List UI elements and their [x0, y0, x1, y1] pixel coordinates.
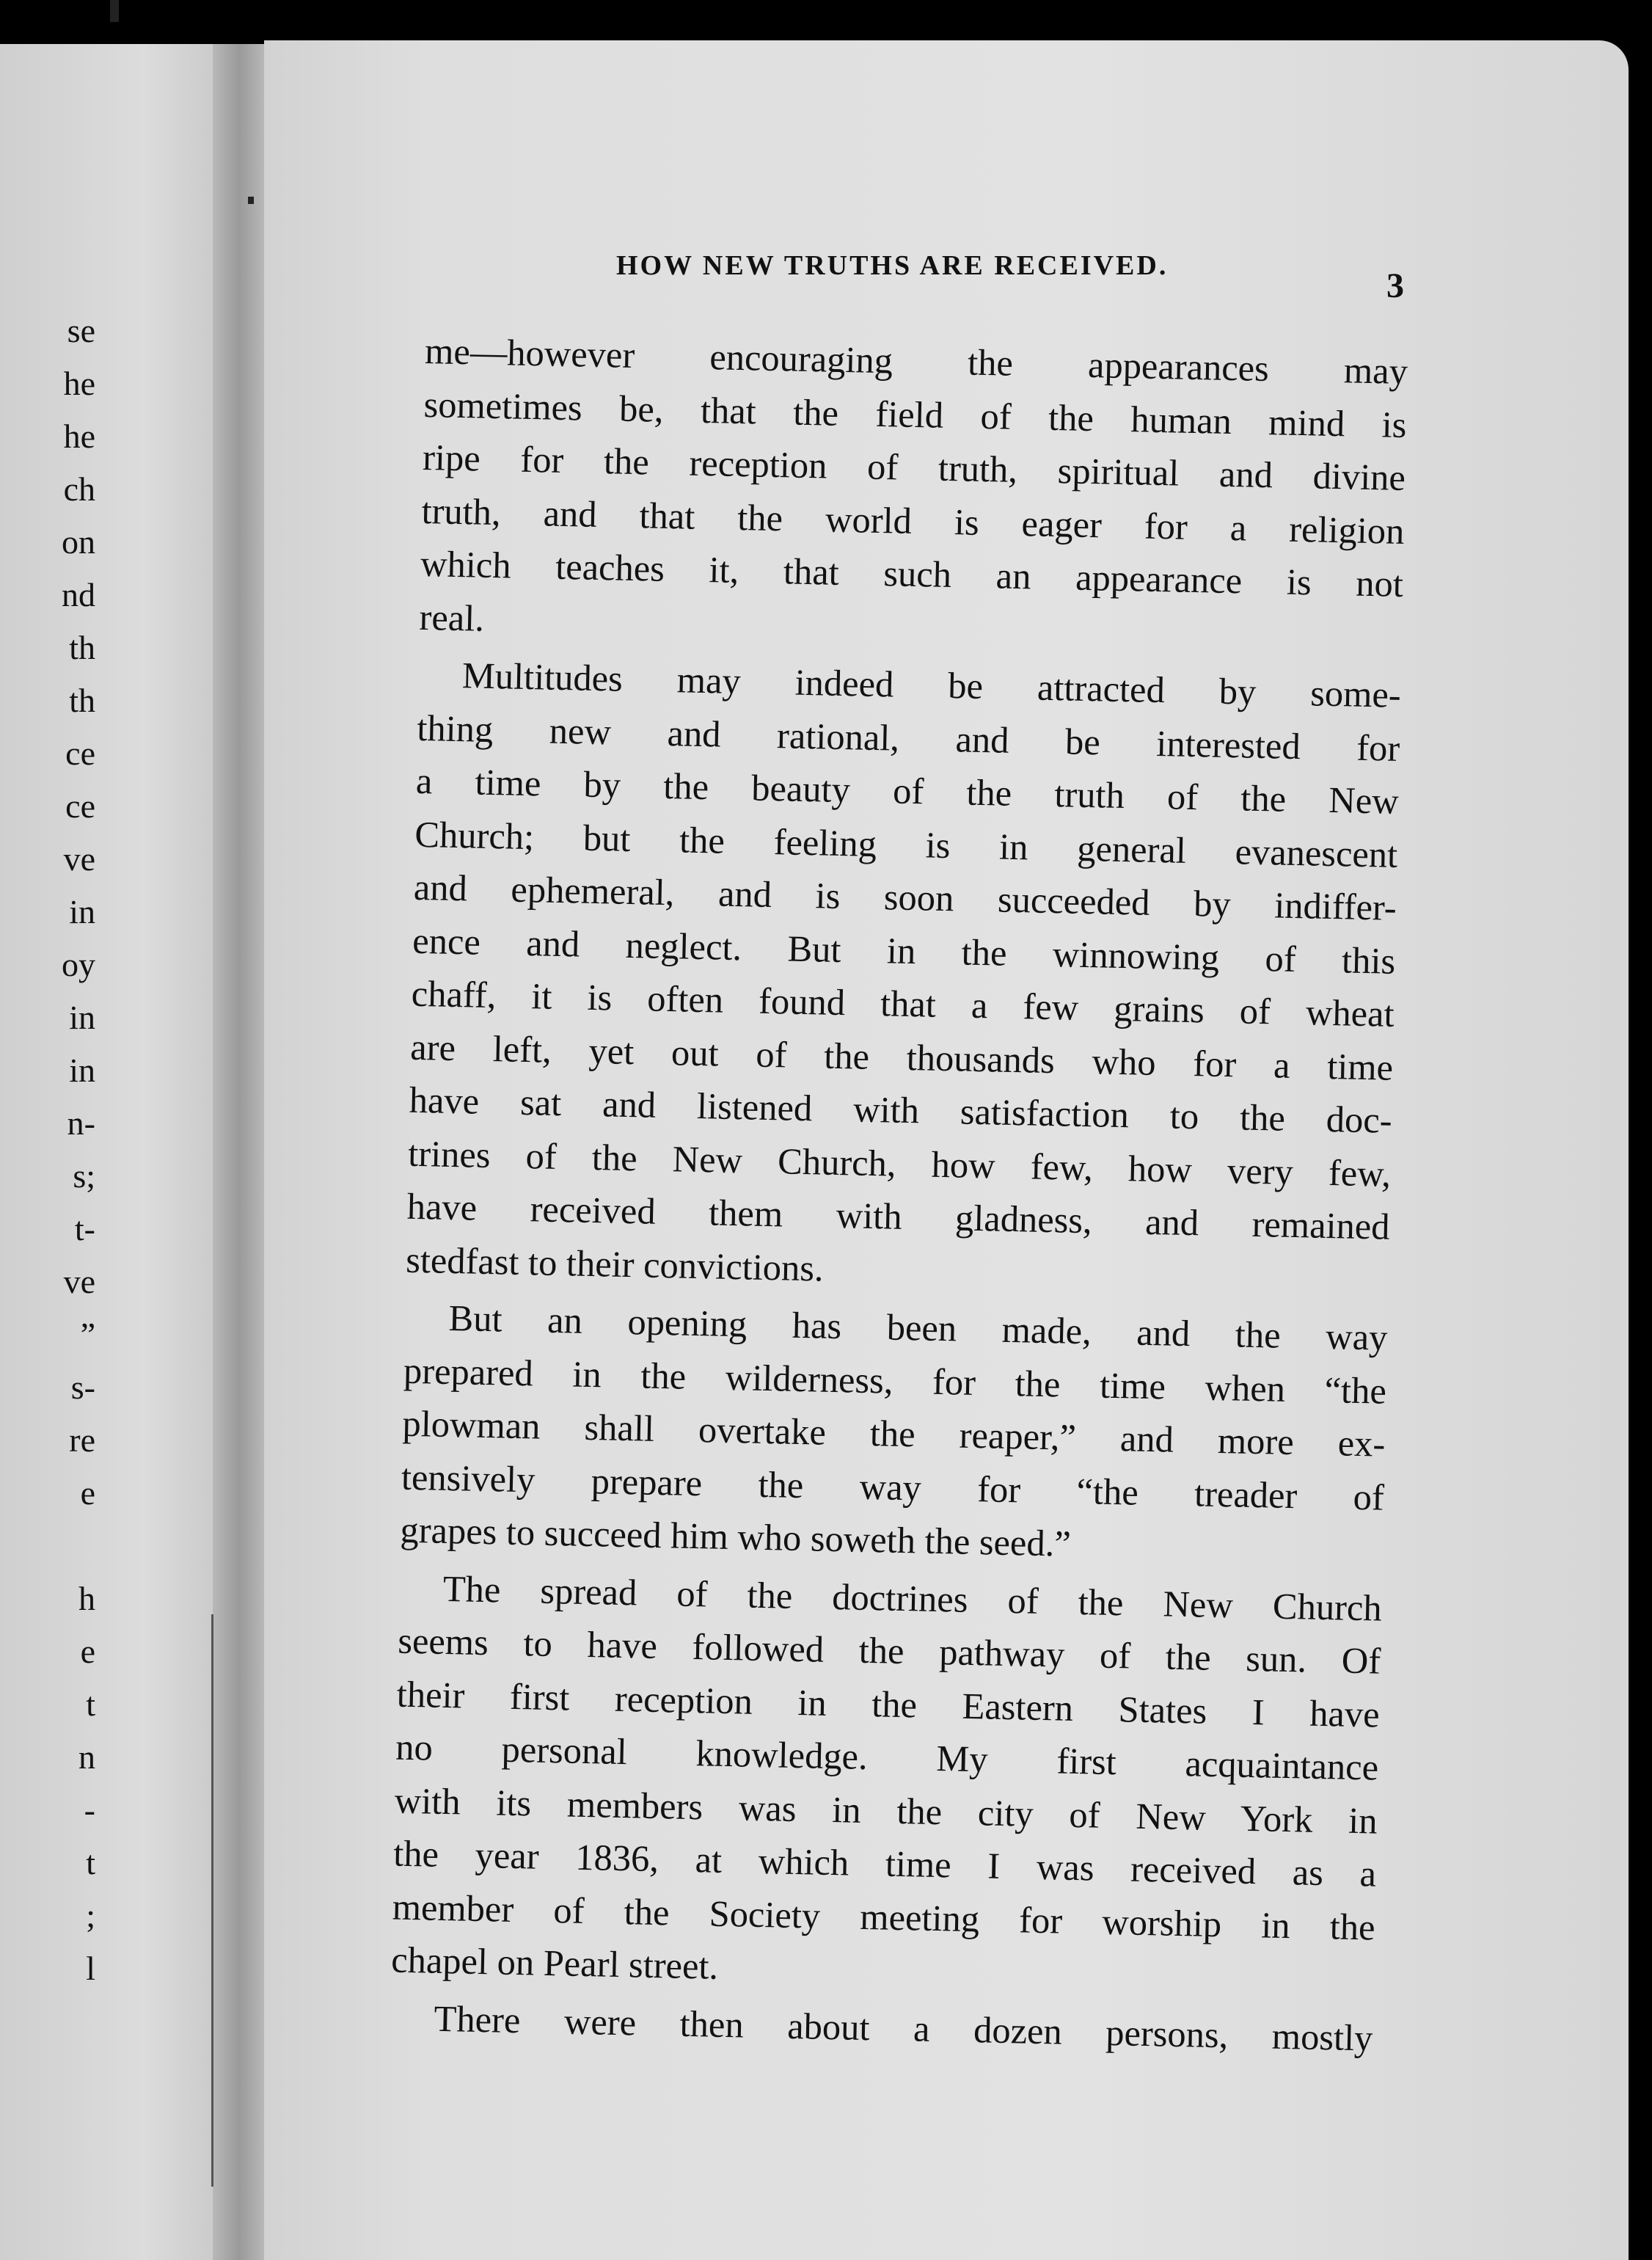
text-line: chapel on Pearl street.	[390, 1939, 719, 1987]
left-page-fragment: t-	[74, 1210, 95, 1247]
text-line: are left, yet out of the thousands who for a time	[409, 1026, 1394, 1088]
paragraph	[391, 1561, 1383, 2007]
text-line: which teaches it, that such an appearance is not	[420, 542, 1404, 605]
left-page-fragment: se	[67, 312, 95, 349]
left-page-fragment: ch	[63, 470, 95, 508]
left-page-fragment: in	[69, 999, 95, 1036]
text-line: But an opening has been made, and the way	[448, 1297, 1388, 1358]
paragraph	[419, 324, 1408, 664]
page-number: 3	[1386, 266, 1404, 305]
text-line: ence and neglect. But in the winnowing of this	[412, 919, 1396, 982]
text-line: truth, and that the world is eager for a religion	[421, 489, 1405, 552]
left-page-fragment: th	[69, 682, 95, 719]
text-line: plowman shall overtake the reaper,” and more ex-	[402, 1402, 1386, 1465]
text-line: prepared in the wilderness, for the time when “the	[403, 1349, 1387, 1412]
left-page-fragment: s-	[70, 1368, 95, 1406]
left-page-fragment: on	[62, 523, 95, 561]
text-line: There were then about a dozen persons, mostly	[434, 1997, 1373, 2059]
text-line: me—however encouraging the appearances may	[424, 329, 1408, 393]
text-line: have sat and listened with satisfaction to the doc-	[409, 1079, 1393, 1141]
text-line: thing new and rational, and be interested for	[416, 707, 1400, 769]
scan-speck	[248, 197, 254, 204]
left-page-fragment: ce	[65, 734, 95, 772]
text-line: grapes to succeed him who soweth the seed.”	[400, 1509, 1072, 1564]
text-line: Church; but the feeling is in general evanescent	[414, 813, 1398, 875]
text-line: no personal knowledge. My first acquaintance	[395, 1726, 1379, 1788]
left-page-fragment: ve	[63, 1263, 95, 1300]
left-page-fragment: in	[69, 1051, 95, 1089]
left-page-fragment: in	[69, 893, 95, 930]
text-line: and ephemeral, and is soon succeeded by indiffer-	[413, 866, 1397, 928]
left-page-fragment: s;	[73, 1157, 95, 1195]
text-line: trines of the New Church, how few, how very few,	[407, 1132, 1392, 1195]
left-page-fragment: e	[80, 1633, 95, 1670]
running-head: HOW NEW TRUTHS ARE RECEIVED.	[616, 250, 1169, 281]
left-page-fragment: -	[84, 1791, 95, 1829]
left-page-text-fragments	[0, 305, 95, 1995]
left-page-fragment: e	[80, 1474, 95, 1512]
text-line: member of the Society meeting for worship in the	[392, 1886, 1376, 1948]
left-page-fragment: n-	[67, 1104, 95, 1142]
left-page-fragment: h	[78, 1580, 95, 1617]
text-line: have received them with gladness, and remained	[406, 1185, 1391, 1247]
text-line: ripe for the reception of truth, spiritual and divine	[422, 436, 1406, 499]
text-line: real.	[419, 596, 485, 639]
text-line: a time by the beauty of the truth of the New	[415, 759, 1400, 822]
left-page-fragment	[0, 1520, 95, 1572]
paragraph	[400, 1291, 1388, 1577]
text-line: sometimes be, that the field of the human mind is	[423, 383, 1408, 445]
left-page-fragment: th	[69, 629, 95, 666]
text-line: The spread of the doctrines of the New Church	[442, 1567, 1383, 1629]
text-line: Multitudes may indeed be attracted by some-	[461, 655, 1402, 715]
left-page-fragment: ce	[65, 787, 95, 825]
left-page-fragment: ”	[80, 1316, 95, 1353]
scan-speck	[110, 0, 119, 22]
text-line: the year 1836, at which time I was received as a	[392, 1832, 1377, 1895]
body-text	[390, 324, 1408, 2069]
text-line: stedfast to their convictions.	[405, 1239, 825, 1289]
left-page-fragment: t	[86, 1844, 95, 1881]
text-line: with its members was in the city of New York in	[394, 1779, 1378, 1842]
left-page-fragment: he	[63, 365, 95, 402]
left-page-fragment: re	[69, 1421, 95, 1459]
binding-thread	[211, 1614, 213, 2187]
left-page-fragment: n	[78, 1738, 95, 1776]
text-line: chaff, it is often found that a few grains of wheat	[411, 972, 1395, 1035]
left-page-fragment: he	[63, 418, 95, 455]
left-page-fragment: ;	[86, 1897, 95, 1934]
left-page-fragment: oy	[62, 946, 95, 983]
text-line: seems to have followed the pathway of the sun. Of	[397, 1619, 1381, 1682]
left-page-fragment: l	[86, 1950, 95, 1987]
left-page-fragment: ve	[63, 840, 95, 878]
text-line: their first reception in the Eastern States I have	[396, 1673, 1381, 1735]
text-line: tensively prepare the way for “the treader of	[401, 1456, 1385, 1518]
left-page-fragment: t	[86, 1685, 95, 1723]
paragraph	[406, 648, 1402, 1307]
left-page-fragment: nd	[62, 576, 95, 613]
